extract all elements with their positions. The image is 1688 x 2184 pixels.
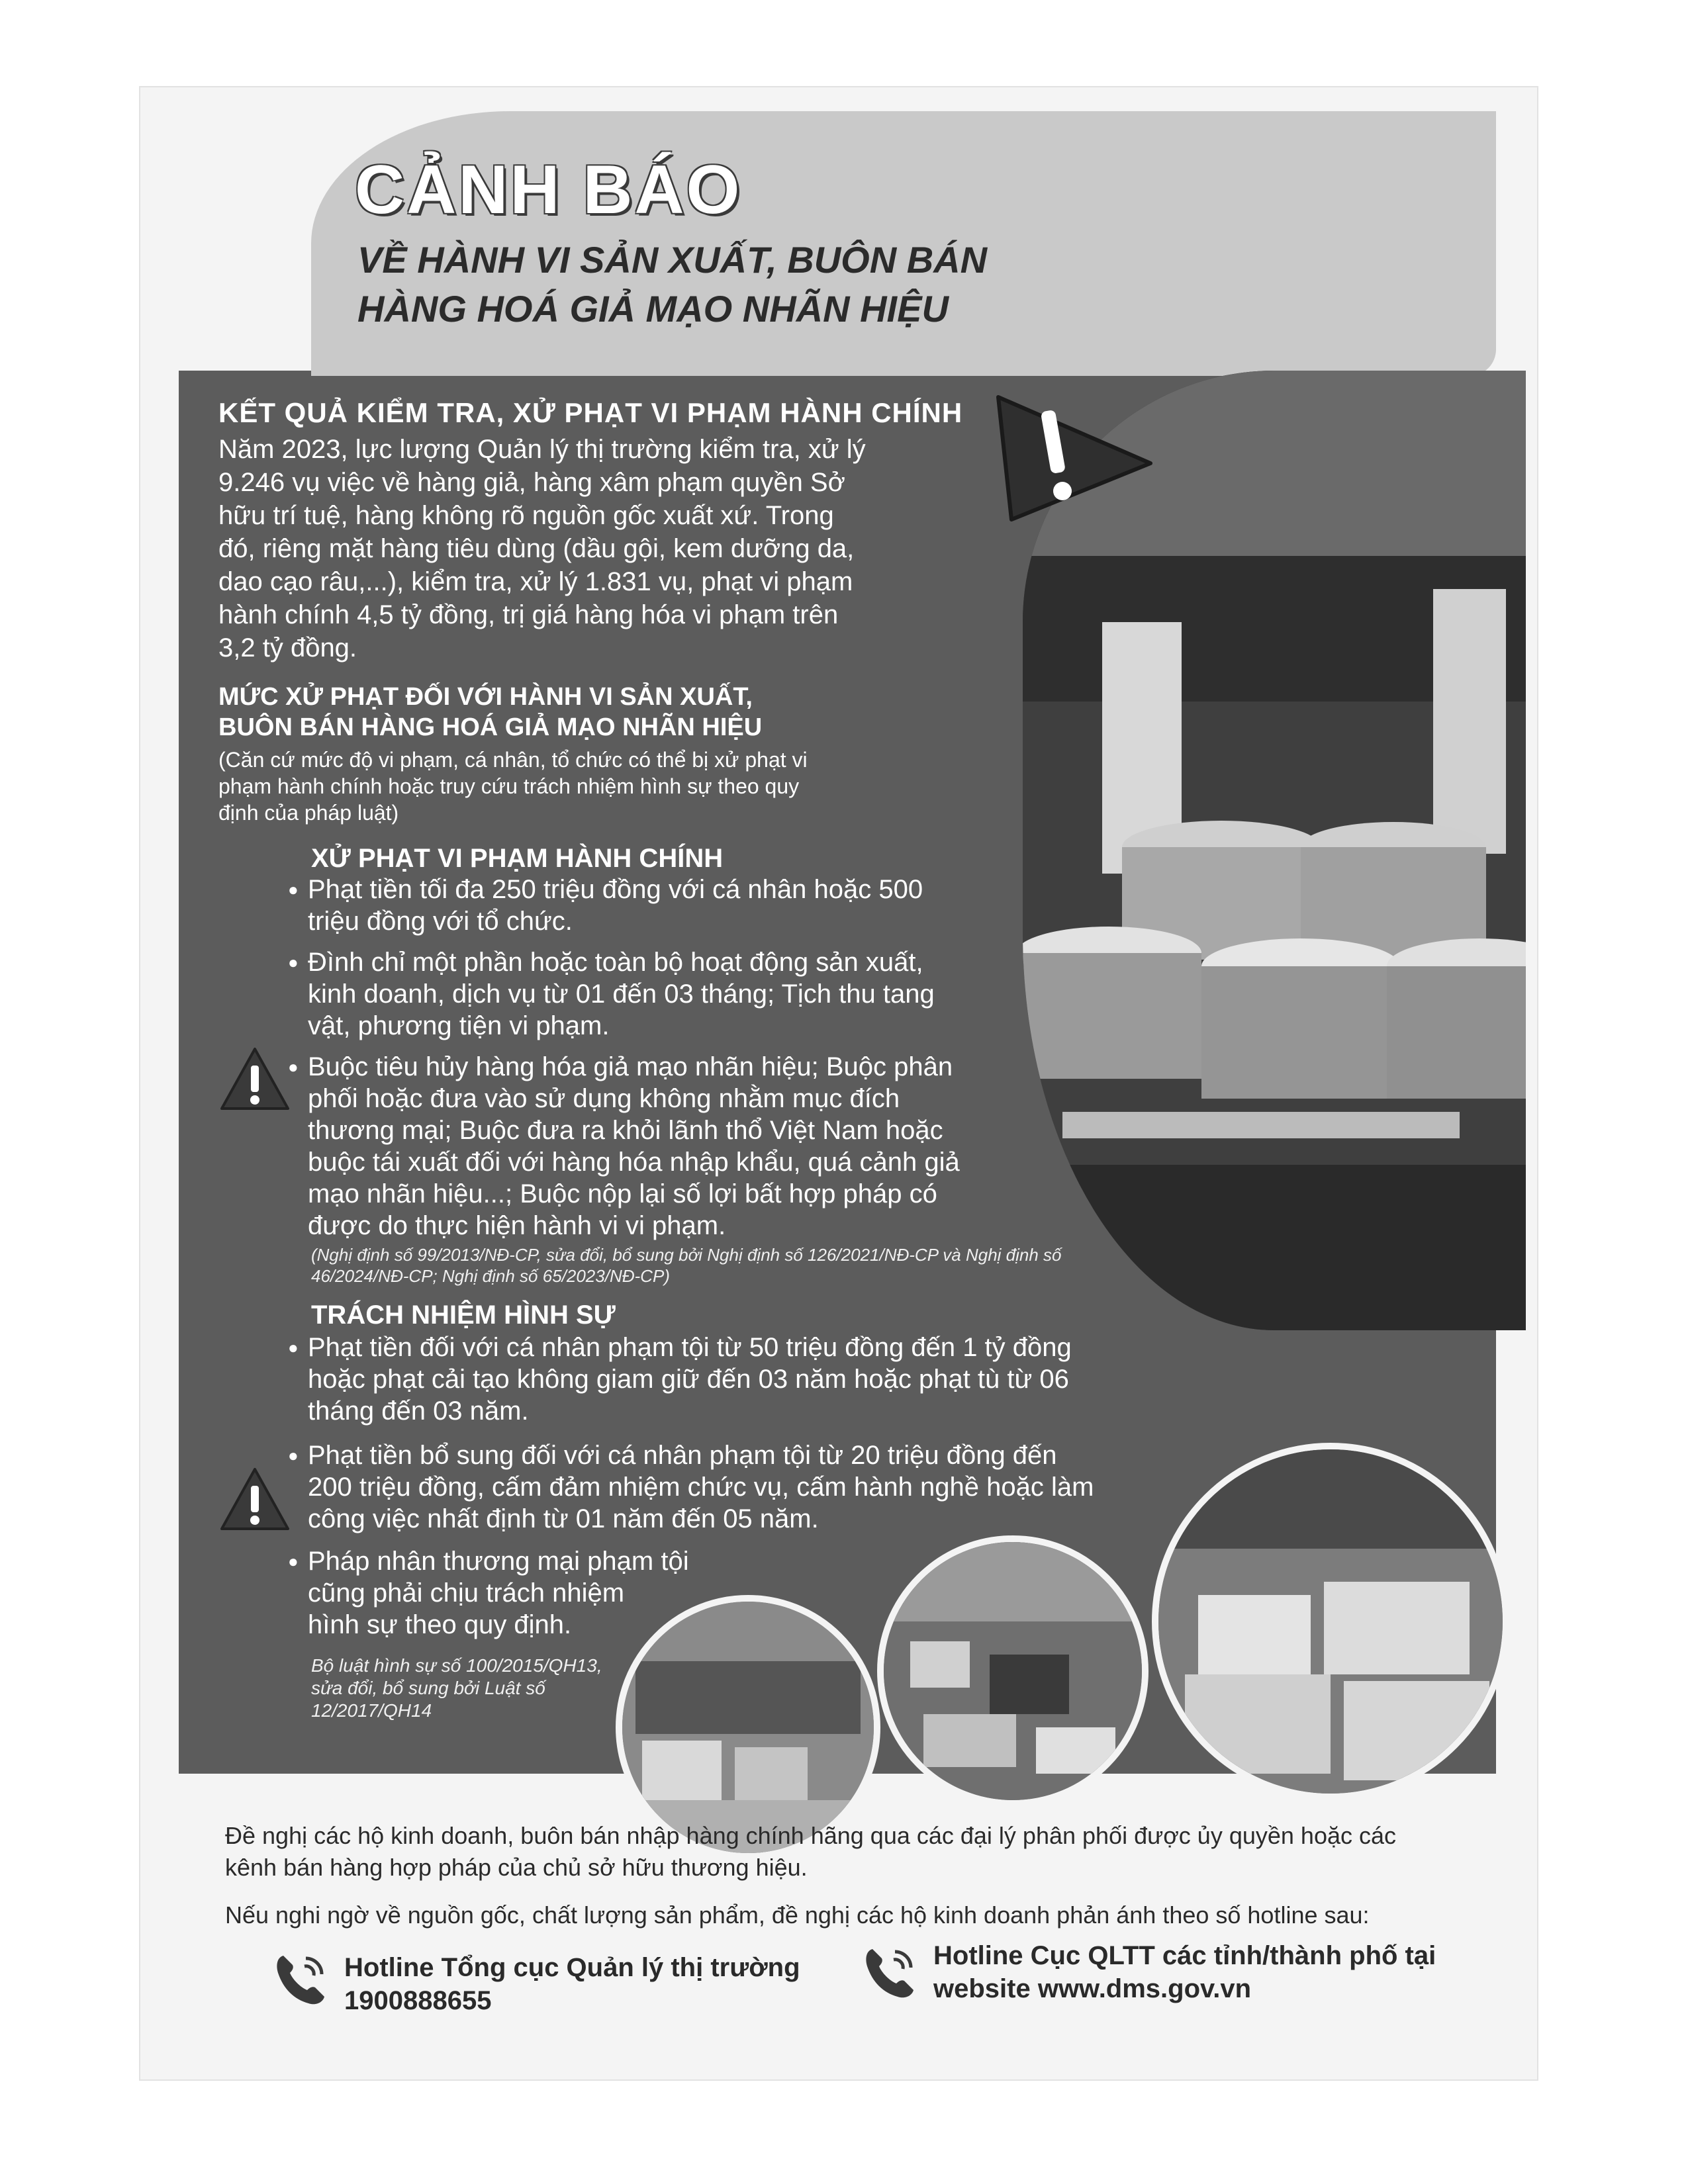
hotline-general-number[interactable]: 1900888655 (344, 1986, 492, 2015)
warning-triangle-icon (218, 1046, 291, 1112)
bullet-line: được do thực hiện hành vi vi phạm. (308, 1211, 726, 1240)
bullet-line: tháng đến 03 năm. (308, 1396, 529, 1426)
seized-goods-photo-2-drawing (884, 1542, 1142, 1800)
phone-icon (271, 1949, 331, 2009)
results-line: đó, riêng mặt hàng tiêu dùng (dầu gội, kem dưỡng da, (218, 534, 855, 563)
bullet-line: 200 triệu đồng, cấm đảm nhiệm chức vụ, cấm hành nghề hoặc làm (308, 1473, 1094, 1502)
administrative-bullet-3 (308, 1051, 1009, 1242)
subtitle-line-2: HÀNG HOÁ GIẢ MẠO NHÃN HIỆU (357, 288, 949, 330)
results-section (218, 397, 1000, 664)
penalty-note-line: (Căn cứ mức độ vi phạm, cá nhân, tổ chức có thể bị xử phạt vi (218, 748, 808, 772)
bullet-line: ● Pháp nhân thương mại phạm tội (308, 1547, 689, 1576)
penalty-heading-line-2: BUÔN BÁN HÀNG HOÁ GIẢ MẠO NHÃN HIỆU (218, 713, 763, 741)
results-line: hữu trí tuệ, hàng không rõ nguồn gốc xuất xứ. Trong (218, 501, 834, 530)
criminal-bullet-1 (308, 1332, 1142, 1427)
footer-line: Đề nghị các hộ kinh doanh, buôn bán nhập hàng chính hãng qua các đại lý phân phối được ủy quyền hoặc các (225, 1822, 1397, 1849)
results-line: Năm 2023, lực lượng Quản lý thị trường kiểm tra, xử lý (218, 435, 866, 464)
citation-line: Bộ luật hình sự số 100/2015/QH13, (311, 1655, 602, 1676)
seized-goods-photo-2 (877, 1535, 1149, 1807)
criminal-title: TRÁCH NHIỆM HÌNH SỰ (311, 1300, 616, 1330)
bullet-line: hoặc phạt cải tạo không giam giữ đến 03 năm hoặc phạt tù từ 06 (308, 1365, 1069, 1394)
results-line: 9.246 vụ việc về hàng giả, hàng xâm phạm quyền Sở (218, 468, 845, 497)
phone-icon (861, 1942, 920, 2002)
hotline-general (344, 1951, 800, 2017)
bullet-line: vật, phương tiện vi phạm. (308, 1011, 610, 1040)
footer-line: kênh bán hàng hợp pháp của chủ sở hữu thương hiệu. (225, 1854, 808, 1881)
bullet-line: thương mại; Buộc đưa ra khỏi lãnh thổ Việt Nam hoặc (308, 1116, 943, 1145)
bullet-line: buộc tái xuất đối với hàng hóa nhập khẩu, quá cảnh giả (308, 1148, 960, 1177)
bullet-line: cũng phải chịu trách nhiệm (308, 1578, 625, 1608)
seized-goods-photo-3 (1152, 1443, 1509, 1800)
hotline-provincial-website[interactable]: website www.dms.gov.vn (933, 1974, 1252, 2003)
results-heading: KẾT QUẢ KIỂM TRA, XỬ PHẠT VI PHẠM HÀNH CHÍNH (218, 397, 963, 428)
penalty-note-line: định của pháp luật) (218, 801, 399, 825)
seized-goods-photo-3-drawing (1158, 1449, 1503, 1794)
penalty-heading-line-1: MỨC XỬ PHẠT ĐỐI VỚI HÀNH VI SẢN XUẤT, (218, 683, 753, 711)
citation-line: sửa đổi, bổ sung bởi Luật số (311, 1678, 545, 1698)
bullet-line: ● Đình chỉ một phần hoặc toàn bộ hoạt động sản xuất, (308, 948, 923, 977)
footer-advice (225, 1820, 1483, 1884)
bullet-line: triệu đồng với tổ chức. (308, 907, 573, 936)
citation-line: (Nghị định số 99/2013/NĐ-CP, sửa đổi, bổ sung bởi Nghị định số 126/2021/NĐ-CP và Nghị định số (311, 1245, 1062, 1265)
warning-triangle-icon (985, 377, 1157, 529)
penalty-note (218, 747, 1013, 826)
hotline-general-label: Hotline Tổng cục Quản lý thị trường (344, 1953, 800, 1982)
bullet-line: ● Phạt tiền tối đa 250 triệu đồng với cá nhân hoặc 500 (308, 875, 923, 904)
subtitle-line-1: VỀ HÀNH VI SẢN XUẤT, BUÔN BÁN (357, 239, 988, 281)
criminal-bullet-2 (308, 1439, 1142, 1535)
citation-line: 12/2017/QH14 (311, 1700, 432, 1721)
results-line: dao cạo râu,...), kiểm tra, xử lý 1.831 vụ, phạt vi phạm (218, 567, 853, 596)
penalty-section (218, 682, 1013, 826)
page-subtitle (357, 236, 987, 334)
bullet-line: ● Buộc tiêu hủy hàng hóa giả mạo nhãn hiệu; Buộc phân (308, 1052, 953, 1081)
administrative-bullet-1 (308, 874, 1009, 937)
hotline-provincial-label: Hotline Cục QLTT các tỉnh/thành phố tại (933, 1941, 1436, 1970)
bullet-line: ● Phạt tiền bổ sung đối với cá nhân phạm tội từ 20 triệu đồng đến (308, 1441, 1057, 1470)
bullet-line: mạo nhãn hiệu...; Buộc nộp lại số lợi bất hợp pháp có (308, 1179, 937, 1208)
warning-triangle-icon (218, 1466, 291, 1532)
administrative-bullet-2 (308, 946, 1009, 1042)
footer-hotline-intro: Nếu nghi ngờ về nguồn gốc, chất lượng sản phẩm, đề nghị các hộ kinh doanh phản ánh theo số hotline sau: (225, 1901, 1370, 1929)
hotline-provincial (933, 1939, 1436, 2005)
bullet-line: hình sự theo quy định. (308, 1610, 572, 1639)
administrative-title: XỬ PHẠT VI PHẠM HÀNH CHÍNH (311, 844, 724, 873)
citation-line: 46/2024/NĐ-CP; Nghị định số 65/2023/NĐ-CP) (311, 1266, 670, 1286)
penalty-note-line: phạm hành chính hoặc truy cứu trách nhiệm hình sự theo quy (218, 774, 800, 798)
criminal-citation (311, 1655, 616, 1722)
page-title: CẢNH BÁO (355, 152, 742, 228)
results-line: 3,2 tỷ đồng. (218, 633, 357, 662)
bullet-line: công việc nhất định từ 01 năm đến 05 năm. (308, 1504, 819, 1533)
bullet-line: phối hoặc đưa vào sử dụng không nhằm mục đích (308, 1084, 900, 1113)
results-line: hành chính 4,5 tỷ đồng, trị giá hàng hóa vi phạm trên (218, 600, 839, 629)
bullet-line: kinh doanh, dịch vụ từ 01 đến 03 tháng; Tịch thu tang (308, 979, 935, 1009)
bullet-line: ● Phạt tiền đối với cá nhân phạm tội từ 50 triệu đồng đến 1 tỷ đồng (308, 1333, 1072, 1362)
seized-goods-photo-1-drawing (622, 1602, 874, 1853)
results-paragraph (218, 433, 1000, 664)
administrative-citation (311, 1244, 1145, 1287)
